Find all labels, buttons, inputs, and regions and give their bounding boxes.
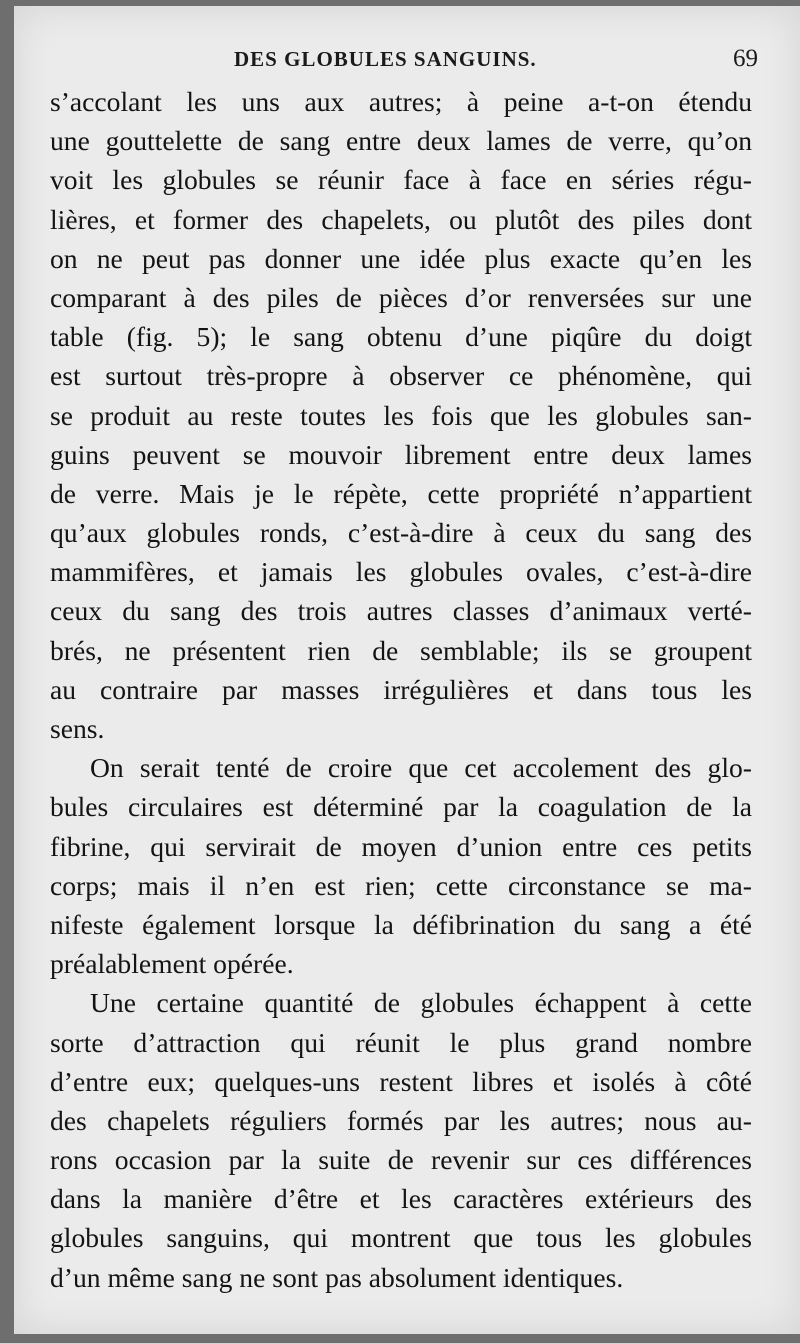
- text-line: rons occasion par la suite de revenir sur ces différences: [50, 1144, 752, 1176]
- text-line: qu’aux globules ronds, c’est-à-dire à ceux du sang des: [50, 517, 752, 549]
- page-number: 69: [733, 45, 758, 72]
- body-text: [50, 82, 752, 1297]
- text-line: sens.: [50, 713, 105, 744]
- text-line: table (fig. 5); le sang obtenu d’une piqûre du doigt: [50, 321, 752, 353]
- text-line: comparant à des piles de pièces d’or renversées sur une: [50, 281, 752, 313]
- text-line: préalablement opérée.: [50, 948, 294, 980]
- running-title: DES GLOBULES SANGUINS.: [234, 47, 537, 71]
- text-line: s’accolant les uns aux autres; à peine a-t-on étendu: [50, 86, 752, 117]
- paragraph: [50, 748, 752, 983]
- text-line: est surtout très-propre à observer ce phénomène, qui: [50, 360, 752, 392]
- page-header: [14, 47, 800, 77]
- text-line: d’entre eux; quelques-uns restent libres et isolés à côté: [50, 1065, 752, 1097]
- text-line: Une certaine quantité de globules échappent à cette: [90, 987, 752, 1019]
- text-line: d’un même sang ne sont pas absolument identiques.: [50, 1261, 624, 1293]
- text-line: se produit au reste toutes les fois que les globules san-: [50, 399, 752, 431]
- text-line: ceux du sang des trois autres classes d’animaux verté-: [50, 595, 752, 627]
- text-line: mammifères, et jamais les globules ovales, c’est-à-dire: [50, 556, 752, 588]
- paragraph: [50, 983, 752, 1297]
- text-line: brés, ne présentent rien de semblable; ils se groupent: [50, 634, 752, 666]
- text-line: on ne peut pas donner une idée plus exacte qu’en les: [50, 242, 752, 274]
- text-line: de verre. Mais je le répète, cette propriété n’appartient: [50, 477, 752, 509]
- text-line: dans la manière d’être et les caractères extérieurs des: [50, 1183, 752, 1215]
- text-line: au contraire par masses irrégulières et dans tous les: [50, 673, 752, 705]
- text-line: fibrine, qui servirait de moyen d’union entre ces petits: [50, 830, 752, 862]
- text-line: une gouttelette de sang entre deux lames de verre, qu’on: [50, 125, 752, 157]
- text-line: des chapelets réguliers formés par les autres; nous au-: [50, 1104, 752, 1136]
- text-line: globules sanguins, qui montrent que tous les globules: [50, 1222, 752, 1254]
- text-line: On serait tenté de croire que cet accolement des glo-: [90, 752, 752, 784]
- text-line: guins peuvent se mouvoir librement entre deux lames: [50, 438, 752, 470]
- book-page: [14, 6, 800, 1334]
- text-line: bules circulaires est déterminé par la coagulation de la: [50, 791, 752, 823]
- text-line: corps; mais il n’en est rien; cette circonstance se ma-: [50, 869, 752, 901]
- text-line: sorte d’attraction qui réunit le plus grand nombre: [50, 1026, 752, 1058]
- text-line: lières, et former des chapelets, ou plutôt des piles dont: [50, 203, 752, 235]
- paragraph: [50, 82, 752, 748]
- text-line: nifeste également lorsque la défibrination du sang a été: [50, 908, 752, 940]
- text-line: voit les globules se réunir face à face en séries régu-: [50, 164, 752, 196]
